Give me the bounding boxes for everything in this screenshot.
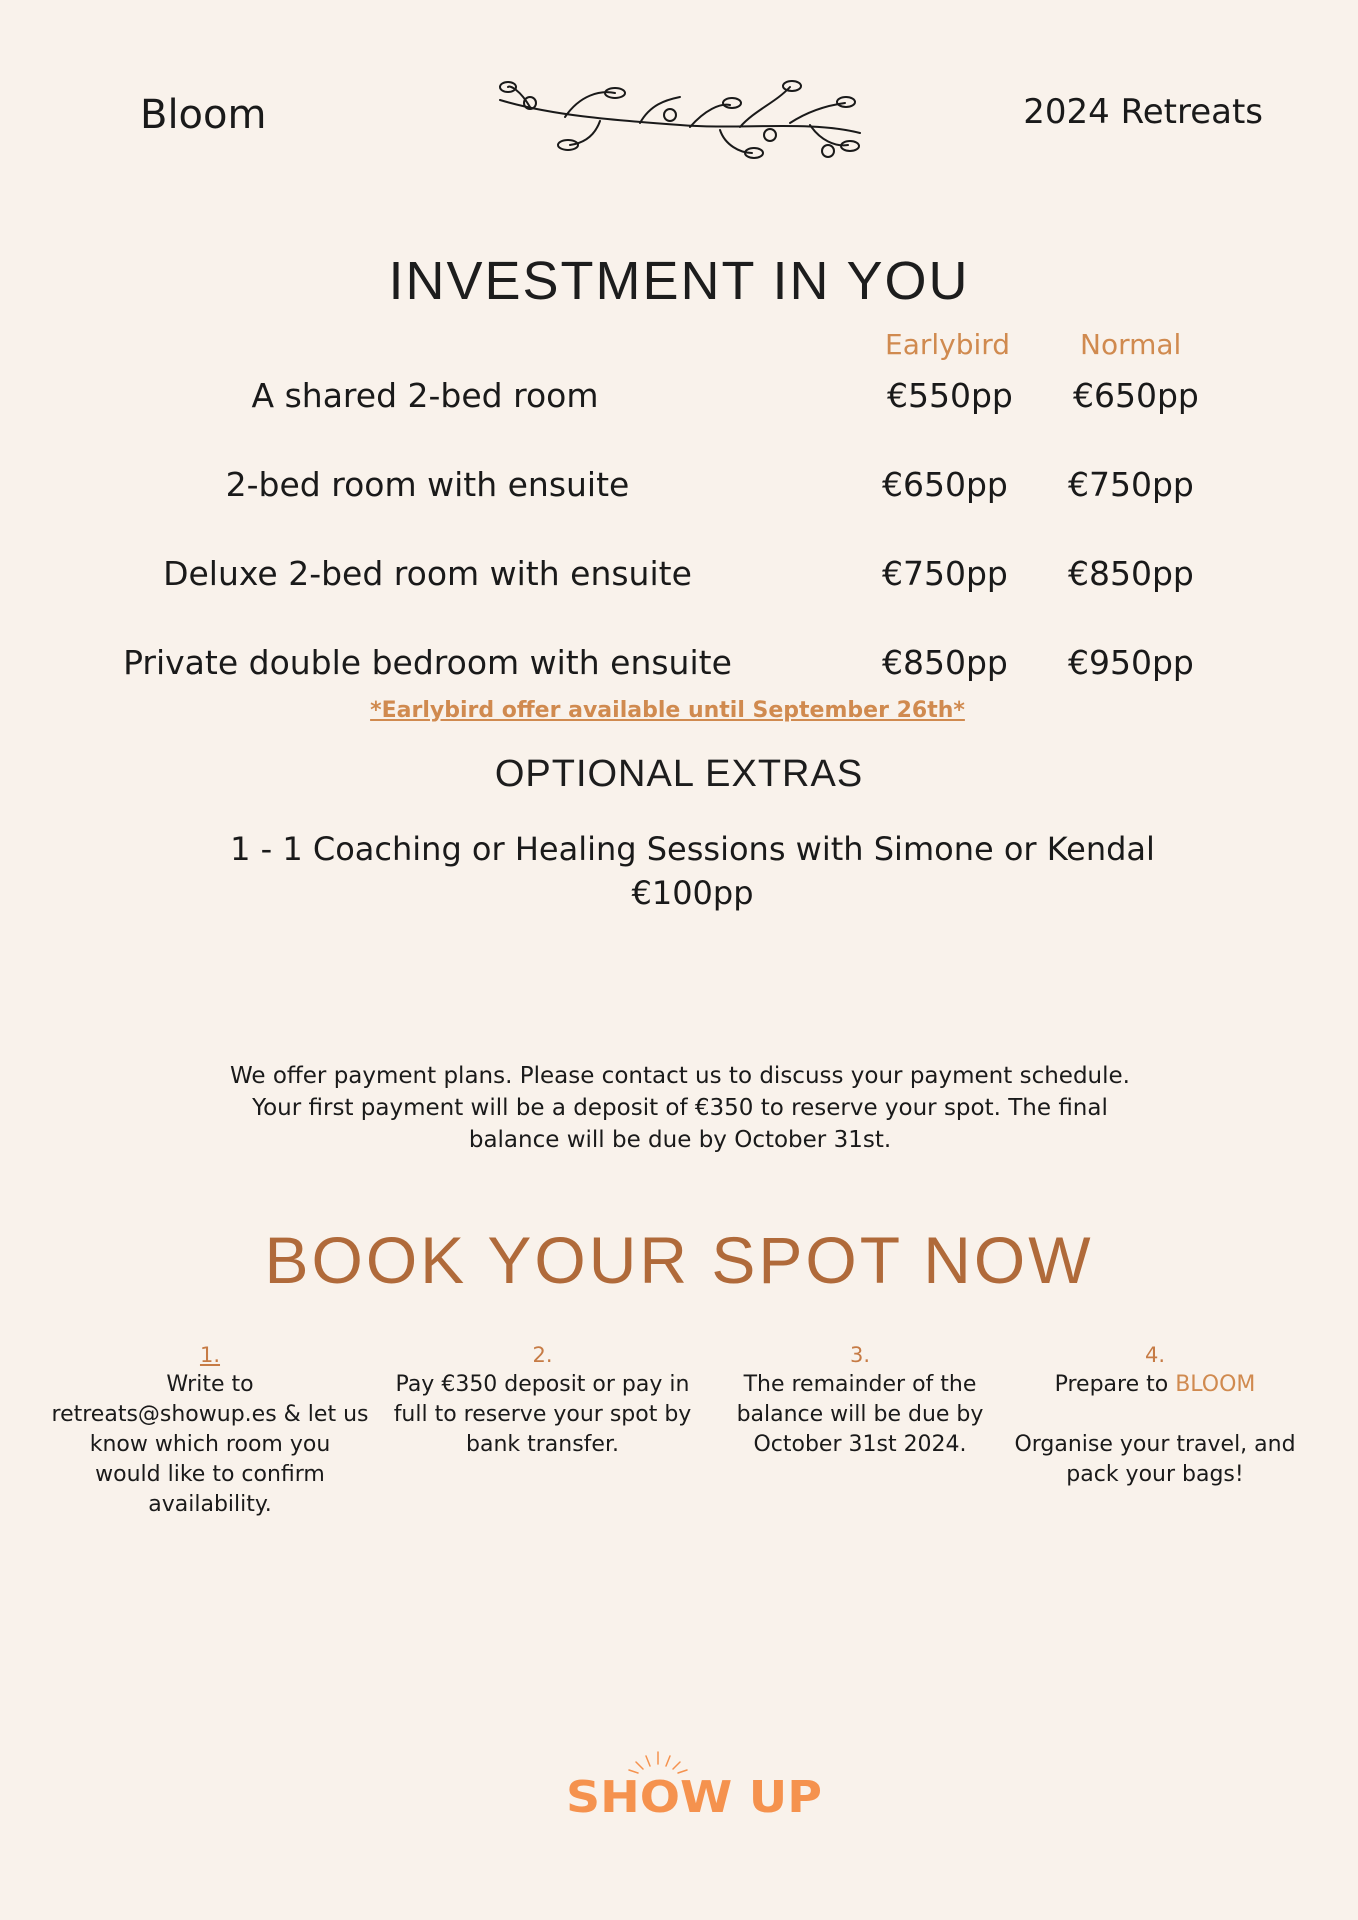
booking-step-1	[50, 1340, 370, 1520]
step-text: pack your bags!	[1066, 1462, 1244, 1487]
floral-branch-icon	[490, 75, 870, 160]
step-text: bank transfer.	[466, 1432, 619, 1457]
step-number: 4.	[1144, 1343, 1166, 1367]
step-text: know which room you	[89, 1432, 331, 1457]
room-type-label: Deluxe 2-bed room with ensuite	[163, 554, 692, 593]
normal-price: €950pp	[1068, 643, 1194, 682]
step-text: availability.	[148, 1492, 272, 1517]
optional-extras-title: OPTIONAL EXTRAS	[494, 753, 864, 795]
normal-price: €850pp	[1068, 554, 1194, 593]
step-text: retreats@showup.es & let us	[51, 1402, 369, 1427]
step-text: Pay €350 deposit or pay in	[395, 1372, 690, 1397]
step-text: The remainder of the	[743, 1372, 977, 1397]
bloom-accent: BLOOM	[1175, 1372, 1256, 1397]
step-text: Write to	[166, 1372, 254, 1397]
payment-plan-text	[200, 1060, 1160, 1156]
booking-step-4	[1010, 1340, 1300, 1490]
step-text: Organise your travel, and	[1014, 1432, 1296, 1457]
step-text: would like to confirm	[95, 1462, 325, 1487]
booking-step-3	[720, 1340, 1000, 1460]
payment-line: We offer payment plans. Please contact us to discuss your payment schedule.	[230, 1063, 1130, 1089]
normal-price: €750pp	[1068, 465, 1194, 504]
normal-price: €650pp	[1073, 376, 1199, 415]
earlybird-price: €650pp	[882, 465, 1008, 504]
step-text-prefix: Prepare to	[1054, 1372, 1176, 1397]
step-number: 3.	[849, 1343, 871, 1367]
earlybird-price: €850pp	[882, 643, 1008, 682]
room-type-label: Private double bedroom with ensuite	[123, 643, 732, 682]
brand-name: Bloom	[140, 92, 267, 138]
extras-price: €100pp	[631, 874, 754, 912]
step-number: 2.	[532, 1343, 553, 1367]
room-type-label: A shared 2-bed room	[251, 376, 599, 415]
room-type-label: 2-bed room with ensuite	[225, 465, 630, 504]
earlybird-offer-note: *Earlybird offer available until September 26th*	[370, 698, 965, 723]
booking-step-2	[390, 1340, 695, 1460]
earlybird-price: €750pp	[882, 554, 1008, 593]
svg-text:SHOW UP: SHOW UP	[566, 1772, 822, 1823]
normal-column-header: Normal	[1080, 328, 1182, 361]
retreat-year-label: 2024 Retreats	[1023, 92, 1263, 132]
earlybird-price: €550pp	[887, 376, 1013, 415]
payment-line: balance will be due by October 31st.	[468, 1127, 892, 1153]
step-text: full to reserve your spot by	[393, 1402, 692, 1427]
step-text: October 31st 2024.	[753, 1432, 967, 1457]
step-text	[1010, 1370, 1300, 1400]
payment-line: Your first payment will be a deposit of €350 to reserve your spot. The final	[252, 1095, 1108, 1121]
step-number: 1.	[199, 1343, 221, 1367]
step-text: balance will be due by	[736, 1402, 984, 1427]
investment-title: INVESTMENT IN YOU	[388, 251, 970, 311]
show-up-logo	[566, 1750, 822, 1825]
earlybird-column-header: Earlybird	[885, 328, 1011, 361]
extras-description: 1 - 1 Coaching or Healing Sessions with Simone or Kendal	[230, 830, 1155, 868]
book-now-title: BOOK YOUR SPOT NOW	[264, 1223, 1094, 1297]
